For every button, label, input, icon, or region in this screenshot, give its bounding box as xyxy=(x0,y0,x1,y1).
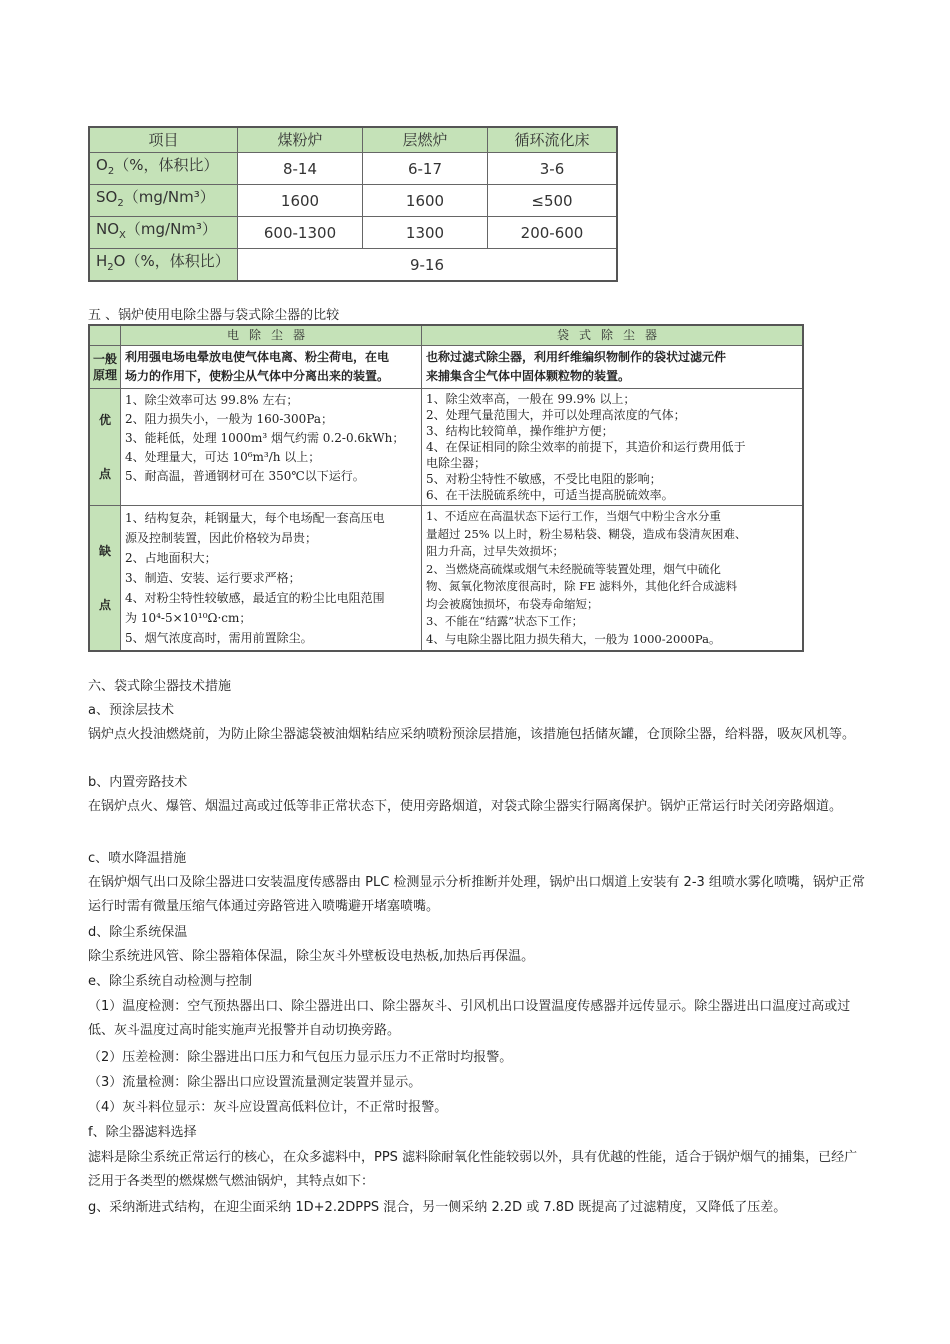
section-title: 五 、锅炉使用电除尘器与袋式除尘器的比较 xyxy=(88,308,340,323)
table-cell: 1、结构复杂，耗钢量大，每个电场配一套高压电 源及控制装置，因此价格较为昂贵； 2、占地面积大； 3、制造、安装、运行要求严格； 4、对粉尘特性较敏感，最适宜的粉尘比电阻范围 为 10⁴-5×10¹⁰Ω·cm； 5、烟气浓度高时，需用前置除尘。 xyxy=(121,506,422,652)
row-label: $H_2O(\%$，体积比） xyxy=(89,249,238,282)
paragraph: 除尘系统进风管、除尘器箱体保温，除尘灰斗外壁板设电热板,加热后再保温。 xyxy=(88,949,535,964)
table-row-principle xyxy=(89,346,803,389)
paragraph: 在锅炉烟气出口及除尘器进口安装温度传感器由 PLC 检测显示分析推断并处理，锅炉出口烟道上安装有 2-3 组喷水雾化喷嘴，锅炉正常运行时需有微量压缩气体通过旁路管进入喷嘴避开堵塞喷嘴。 xyxy=(88,875,865,914)
table-header-cell: 电除尘器 xyxy=(121,325,422,346)
flue-gas-composition-table xyxy=(88,126,618,282)
table-cell: 1、除尘效率可达 99.8% 左右； 2、阻力损失小，一般为 160-300Pa； 3、能耗低，处理 1000m³ 烟气约需 0.2-0.6kWh； 4、处理量大，可达 10⁶m³/h 以上； 5、耐高温，普通钢材可在 350℃以下运行。 xyxy=(121,389,422,506)
table-cell: 1600 xyxy=(238,185,363,217)
table-header-cell: 煤粉炉 xyxy=(238,127,363,153)
paragraph: （3）流量检测：除尘器出口应设置流量测定装置并显示。 xyxy=(88,1075,422,1090)
table-cell: 1300 xyxy=(363,217,488,249)
table-cell: 600-1300 xyxy=(238,217,363,249)
table-cell: 6-17 xyxy=(363,153,488,185)
table-cell: 也称过滤式除尘器，利用纤维编织物制作的袋状过滤元件 来捕集含尘气体中固体颗粒物的装置。 xyxy=(422,346,804,389)
table-row xyxy=(89,249,617,282)
row-label: $SO_2(mg/Nm^3)$ xyxy=(89,185,238,217)
subsection-title: a、预涂层技术 xyxy=(88,703,174,718)
subsection-title: c、喷水降温措施 xyxy=(88,851,187,866)
paragraph: g、采纳渐进式结构，在迎尘面采纳 1D+2.2DPPS 混合，另一侧采纳 2.2D 或 7.8D 既提高了过滤精度，又降低了压差。 xyxy=(88,1200,787,1215)
paragraph: 锅炉点火投油燃烧前，为防止除尘器滤袋被油烟粘结应采纳喷粉预涂层措施，该措施包括储灰罐，仓顶除尘器，给料器，吸灰风机等。 xyxy=(88,727,856,742)
row-label: 一般 原理 xyxy=(89,346,121,389)
row-label: $NO_X(mg/Nm^3)$ xyxy=(89,217,238,249)
table-cell: 8-14 xyxy=(238,153,363,185)
corner-cell xyxy=(89,325,121,346)
table-cell: 1、不适应在高温状态下运行工作，当烟气中粉尘含水分重 量超过 25% 以上时，粉尘易粘袋、糊袋，造成布袋清灰困难、 阻力升高，过早失效损坏； 2、当燃烧高硫煤或烟气未经脱硫等装置处理，烟气中硫化 物、氮氧化物浓度很高时，除 FE 滤料外，其他化纤合成滤料 均会被腐蚀损坏，布袋寿命缩短； 3、不能在“结露”状态下工作； 4、与电除尘器比阻力损失稍大，一般为 1000-2000Pa。 xyxy=(422,506,804,652)
table-row xyxy=(89,153,617,185)
paragraph: （1）温度检测：空气预热器出口、除尘器进出口、除尘器灰斗、引风机出口设置温度传感器并远传显示。除尘器进出口温度过高或过低、灰斗温度过高时能实施声光报警并自动切换旁路。 xyxy=(88,999,851,1038)
table-header-cell: 层燃炉 xyxy=(363,127,488,153)
table-cell: 200-600 xyxy=(488,217,618,249)
collector-comparison-table xyxy=(88,324,804,652)
section-title: 六、袋式除尘器技术措施 xyxy=(88,679,232,694)
table-cell: 利用强电场电晕放电使气体电离、粉尘荷电，在电 场力的作用下，使粉尘从气体中分离出来的装置。 xyxy=(121,346,422,389)
table-header-cell: 袋式除尘器 xyxy=(422,325,804,346)
subsection-title: d、除尘系统保温 xyxy=(88,925,188,940)
row-label: 优 点 xyxy=(89,389,121,506)
table-header-cell: 循环流化床 xyxy=(488,127,618,153)
table-cell: ≤500 xyxy=(488,185,618,217)
row-label: $O_2(\%$，体积比） xyxy=(89,153,238,185)
table-row xyxy=(89,185,617,217)
paragraph: （2）压差检测：除尘器进出口压力和气包压力显示压力不正常时均报警。 xyxy=(88,1050,513,1065)
table-cell: 1、除尘效率高，一般在 99.9% 以上； 2、处理气量范围大，并可以处理高浓度的气体； 3、结构比较简单，操作维护方便； 4、在保证相同的除尘效率的前提下，其造价和运行费用低于 电除尘器； 5、对粉尘特性不敏感，不受比电阻的影响； 6、在干法脱硫系统中，可适当提高脱硫效率。 xyxy=(422,389,804,506)
paragraph: 滤料是除尘系统正常运行的核心，在众多滤料中，PPS 滤料除耐氧化性能较弱以外，具有优越的性能，适合于锅炉烟气的捕集，已经广泛用于各类型的燃煤燃气燃油锅炉，其特点如下： xyxy=(88,1150,858,1189)
row-label: 缺 点 xyxy=(89,506,121,652)
subsection-title: e、除尘系统自动检测与控制 xyxy=(88,974,252,989)
paragraph: 在锅炉点火、爆管、烟温过高或过低等非正常状态下，使用旁路烟道，对袋式除尘器实行隔离保护。锅炉正常运行时关闭旁路烟道。 xyxy=(88,799,843,814)
table-row-advantages xyxy=(89,389,803,506)
table-cell: 1600 xyxy=(363,185,488,217)
table-row xyxy=(89,217,617,249)
table-header-row xyxy=(89,127,617,153)
subsection-title: b、内置旁路技术 xyxy=(88,775,188,790)
table-row-disadvantages xyxy=(89,506,803,652)
table-header-cell: 项目 xyxy=(89,127,238,153)
table-header-row xyxy=(89,325,803,346)
paragraph: （4）灰斗料位显示：灰斗应设置高低料位计，不正常时报警。 xyxy=(88,1100,448,1115)
table-cell-merged: 9-16 xyxy=(238,249,618,282)
table-cell: 3-6 xyxy=(488,153,618,185)
subsection-title: f、除尘器滤料选择 xyxy=(88,1125,197,1140)
